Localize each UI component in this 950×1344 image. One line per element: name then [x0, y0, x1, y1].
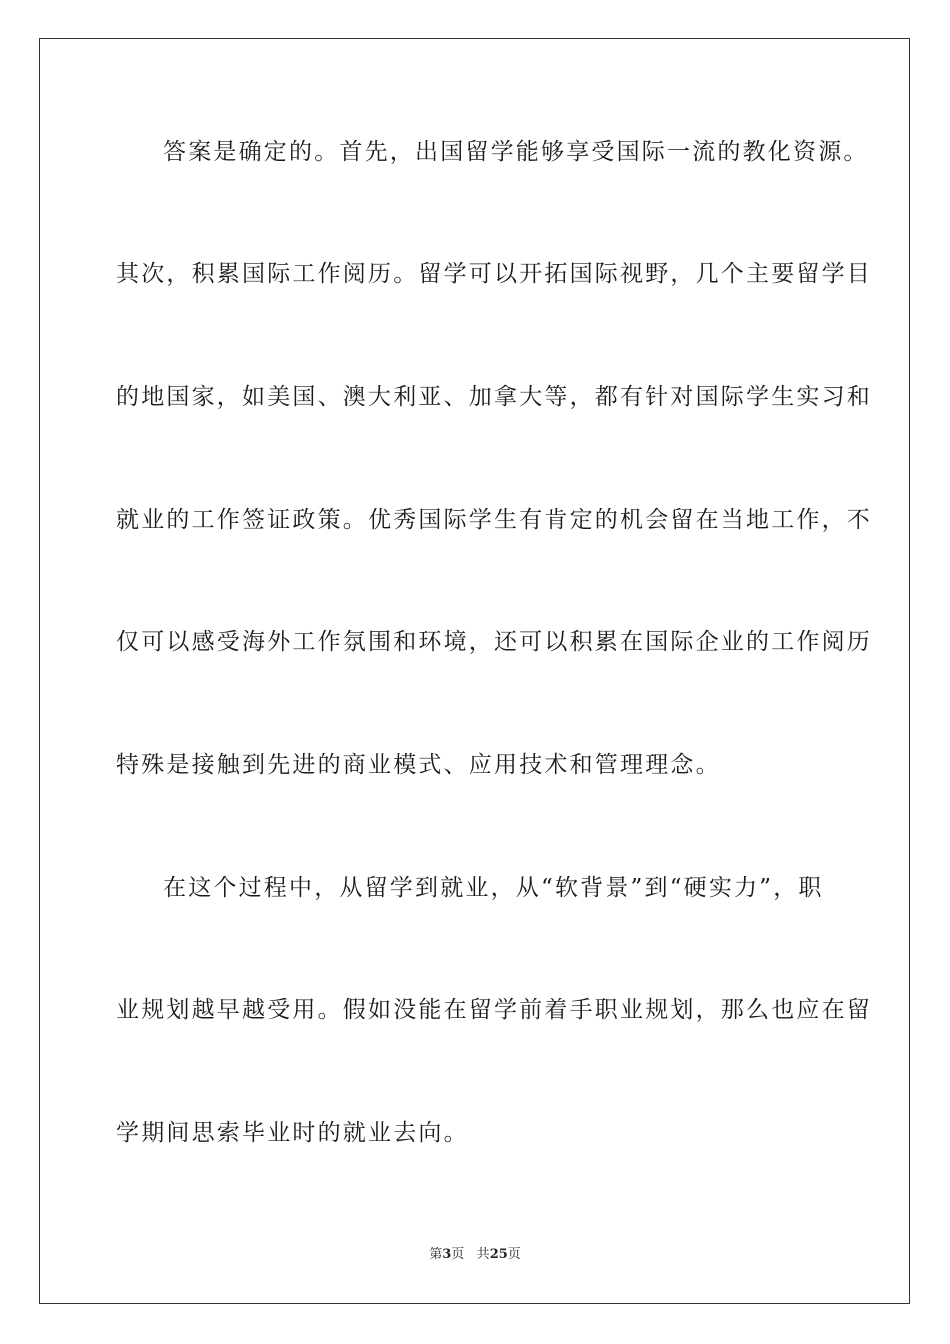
footer-total-suffix: 页	[507, 1247, 521, 1262]
page-border	[39, 38, 910, 1304]
paragraph-1-line-6: 特殊是接触到先进的商业模式、应用技术和管理理念。	[116, 752, 721, 778]
footer-page-prefix: 第	[429, 1247, 443, 1262]
paragraph-2-line-2: 业规划越早越受用。假如没能在留学前着手职业规划，那么也应在留	[116, 997, 872, 1023]
paragraph-1-line-3: 的地国家，如美国、澳大利亚、加拿大等，都有针对国际学生实习和	[116, 384, 872, 410]
paragraph-1-line-5: 仅可以感受海外工作氛围和环境，还可以积累在国际企业的工作阅历	[116, 629, 872, 655]
paragraph-2-line-1: 在这个过程中，从留学到就业，从“软背景”到“硬实力”，职	[163, 875, 824, 901]
footer-page-suffix: 页	[451, 1247, 465, 1262]
footer-total-prefix: 共	[476, 1247, 490, 1262]
footer-total-pages: 25	[489, 1247, 508, 1262]
paragraph-1-line-1: 答案是确定的。首先，出国留学能够享受国际一流的教化资源。	[163, 139, 869, 165]
page-footer	[0, 1246, 950, 1264]
paragraph-1-line-4: 就业的工作签证政策。优秀国际学生有肯定的机会留在当地工作，不	[116, 507, 872, 533]
footer-page-number: 3	[442, 1247, 452, 1262]
paragraph-1-line-2: 其次，积累国际工作阅历。留学可以开拓国际视野，几个主要留学目	[116, 261, 872, 287]
paragraph-2-line-3: 学期间思索毕业时的就业去向。	[116, 1120, 469, 1146]
